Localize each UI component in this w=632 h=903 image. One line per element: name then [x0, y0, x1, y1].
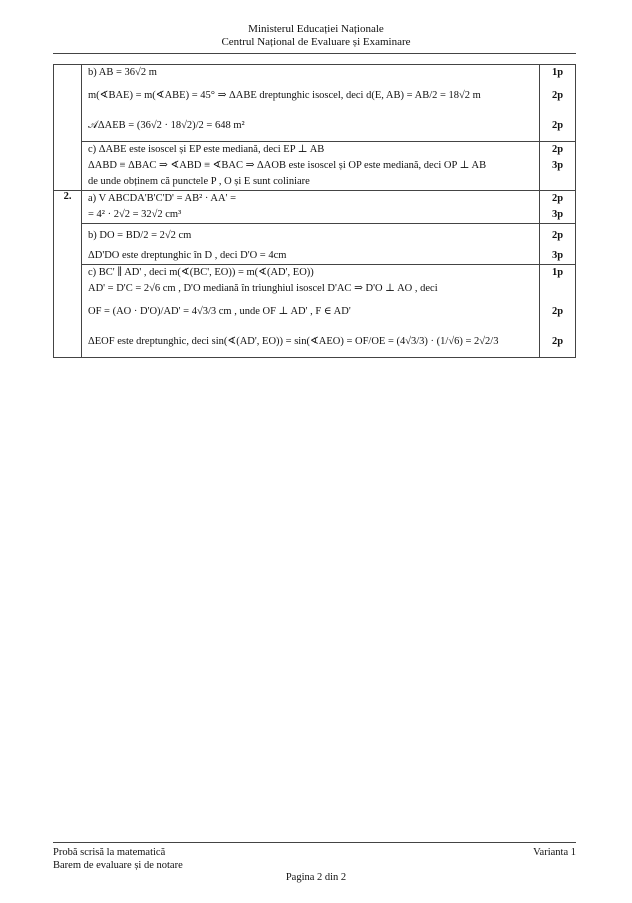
solution-line: c) ΔABE este isoscel și EP este mediană, deci EP ⊥ AB: [88, 144, 325, 155]
points-value: 2p: [551, 336, 564, 347]
grading-row: [54, 142, 576, 191]
grading-row: [54, 265, 576, 358]
grading-row: [54, 191, 576, 224]
points-value: 2p: [551, 144, 564, 155]
solution-line: ΔD'DO este dreptunghic în D , deci D'O = 4cm: [88, 250, 287, 261]
points-value: 2p: [551, 193, 564, 204]
points-value: 2p: [551, 90, 564, 101]
points-value: 2p: [551, 230, 564, 241]
points-cell: [540, 65, 576, 142]
solution-cell: [82, 265, 540, 358]
points-value: 1p: [551, 267, 564, 278]
footer-rule: [53, 842, 576, 843]
points-value: [540, 281, 575, 297]
solution-line: ΔABD ≡ ΔBAC ⇒ ∢ABD ≡ ∢BAC ⇒ ΔAOB este isoscel și OP este mediană, deci OP ⊥ AB: [88, 160, 487, 171]
solution-line: 𝒜ΔAEB = (36√2 · 18√2)/2 = 648 m²: [88, 120, 245, 131]
solution-cell: [82, 191, 540, 224]
solution-cell: [82, 142, 540, 191]
solution-line: m(∢BAE) = m(∢ABE) = 45° ⇒ ΔABE dreptunghic isoscel, deci d(E, AB) = AB/2 = 18√2 m: [88, 90, 481, 101]
points-value: 3p: [551, 209, 564, 220]
points-value: 2p: [551, 120, 564, 131]
points-cell: [540, 265, 576, 358]
subject-number: [54, 65, 82, 191]
points-cell: [540, 191, 576, 224]
points-value: [540, 174, 575, 190]
grading-row: [54, 224, 576, 265]
solution-line: OF = (AO · D'O)/AD' = 4√3/3 cm , unde OF ⊥ AD' , F ∈ AD': [88, 306, 351, 317]
grading-table: [53, 64, 576, 358]
footer-variant: Varianta 1: [533, 847, 576, 858]
points-value: 1p: [551, 67, 564, 78]
points-cell: [540, 142, 576, 191]
ministry-title: Ministerul Educației Naționale: [248, 23, 384, 35]
solution-cell: [82, 224, 540, 265]
solution-line: ΔEOF este dreptunghic, deci sin(∢(AD', EO)) = sin(∢AEO) = OF/OE = (4√3/3) · (1/√6) = 2√2/3: [88, 336, 499, 347]
solution-line: c) BC' ∥ AD' , deci m(∢(BC', EO)) = m(∢(AD', EO)): [88, 267, 314, 278]
grading-row: [54, 65, 576, 142]
footer-subject: Probă scrisă la matematică: [53, 847, 166, 858]
solution-line: de unde obținem că punctele P , O și E sunt coliniare: [88, 176, 310, 187]
points-value: 3p: [551, 250, 564, 261]
solution-cell: [82, 65, 540, 142]
points-value: 2p: [551, 306, 564, 317]
points-value: 3p: [551, 160, 564, 171]
points-cell: [540, 224, 576, 265]
solution-line: a) V ABCDA'B'C'D' = AB² · AA' =: [88, 193, 237, 204]
footer-barem: Barem de evaluare și de notare: [53, 860, 183, 871]
solution-line: b) AB = 36√2 m: [88, 67, 157, 78]
solution-line: = 4² · 2√2 = 32√2 cm³: [88, 209, 182, 220]
page-header: [0, 23, 632, 49]
solution-line: b) DO = BD/2 = 2√2 cm: [88, 230, 192, 241]
solution-line: AD' = D'C = 2√6 cm , D'O mediană în triunghiul isoscel D'AC ⇒ D'O ⊥ AO , deci: [88, 283, 438, 294]
header-rule: [53, 53, 576, 54]
subject-number: 2.: [54, 191, 82, 358]
center-title: Centrul Național de Evaluare și Examinare: [221, 36, 411, 48]
footer-page-number: Pagina 2 din 2: [285, 872, 347, 883]
